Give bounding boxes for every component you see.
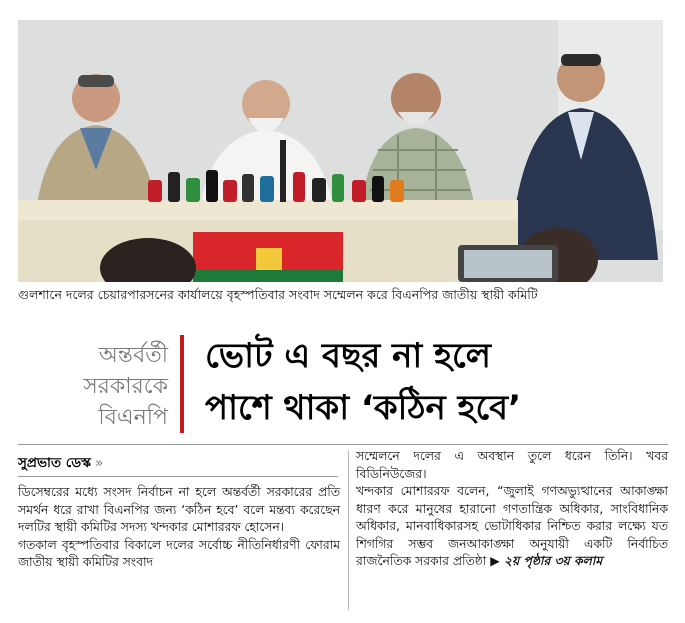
column-divider [348,450,349,610]
article-column-left [18,484,340,572]
continuation-text: ২য় পৃষ্ঠার ৩য় কলাম [504,554,603,568]
paragraph: সম্মেলনে দলের এ অবস্থান তুলে ধরেন তিনি। খবর বিডিনিউজের। [356,449,668,481]
continuation-jump[interactable] [490,554,602,568]
headline-line-2: পাশে থাকা ‘কঠিন হবে’ [205,388,522,428]
press-conference-illustration [18,20,663,282]
article-column-right [356,448,668,571]
headline-line-1: ভোট এ বছর না হলে [205,336,491,376]
paragraph [356,483,668,571]
kicker-line-2: সরকারকে [83,374,168,399]
paragraph-text: খন্দকার মোশাররফ বলেন, “জুলাই গণঅভ্যুত্থানের আকাঙ্ক্ষা ধারণ করে মানুষের হারানো গণতান্ত্রিক অধিকার, সাংবিধানিক অধিকার, মানবাধিকারসহ ভোটাধিকার নিশ্চিত করার লক্ষ্যে যত শিগগির সম্ভব জনআকাঙ্ক্ষা অনুযায়ী একটি নির্বাচিত রাজনৈতিক সরকার প্রতিষ্ঠা [356,484,668,568]
byline-underline [18,476,338,477]
kicker-line-3: বিএনপি [98,405,168,430]
paragraph: গতকাল বৃহস্পতিবার বিকালে দলের সর্বোচ্চ নীতিনির্ধারণী ফোরাম জাতীয় স্থায়ী কমিটির সংবাদ [18,537,340,569]
play-arrow-icon: ▶ [490,554,500,568]
photo-caption: গুলশানে দলের চেয়ারপারসনের কার্যালয়ে বৃহস্পতিবার সংবাদ সম্মেলন করে বিএনপির জাতীয় স্থায়ী কমিটি [18,287,538,302]
section-divider [18,444,668,445]
byline-arrows: » [94,455,104,471]
kicker-divider [180,335,184,433]
byline-desk: সুপ্রভাত ডেস্ক [18,455,91,471]
byline [18,452,103,475]
headline [205,330,675,434]
news-photo [18,20,663,282]
kicker [30,340,168,433]
kicker-line-1: অন্তর্বর্তী [98,343,168,368]
paragraph: ডিসেম্বরের মধ্যে সংসদ নির্বাচন না হলে অন্তর্বর্তী সরকারের প্রতি সমর্থন ধরে রাখা বিএনপির জন্য ‘কঠিন হবে’ বলে মন্তব্য করেছেন দলটির স্থায়ী কমিটির সদস্য খন্দকার মোশাররফ হোসেন। [18,485,340,534]
